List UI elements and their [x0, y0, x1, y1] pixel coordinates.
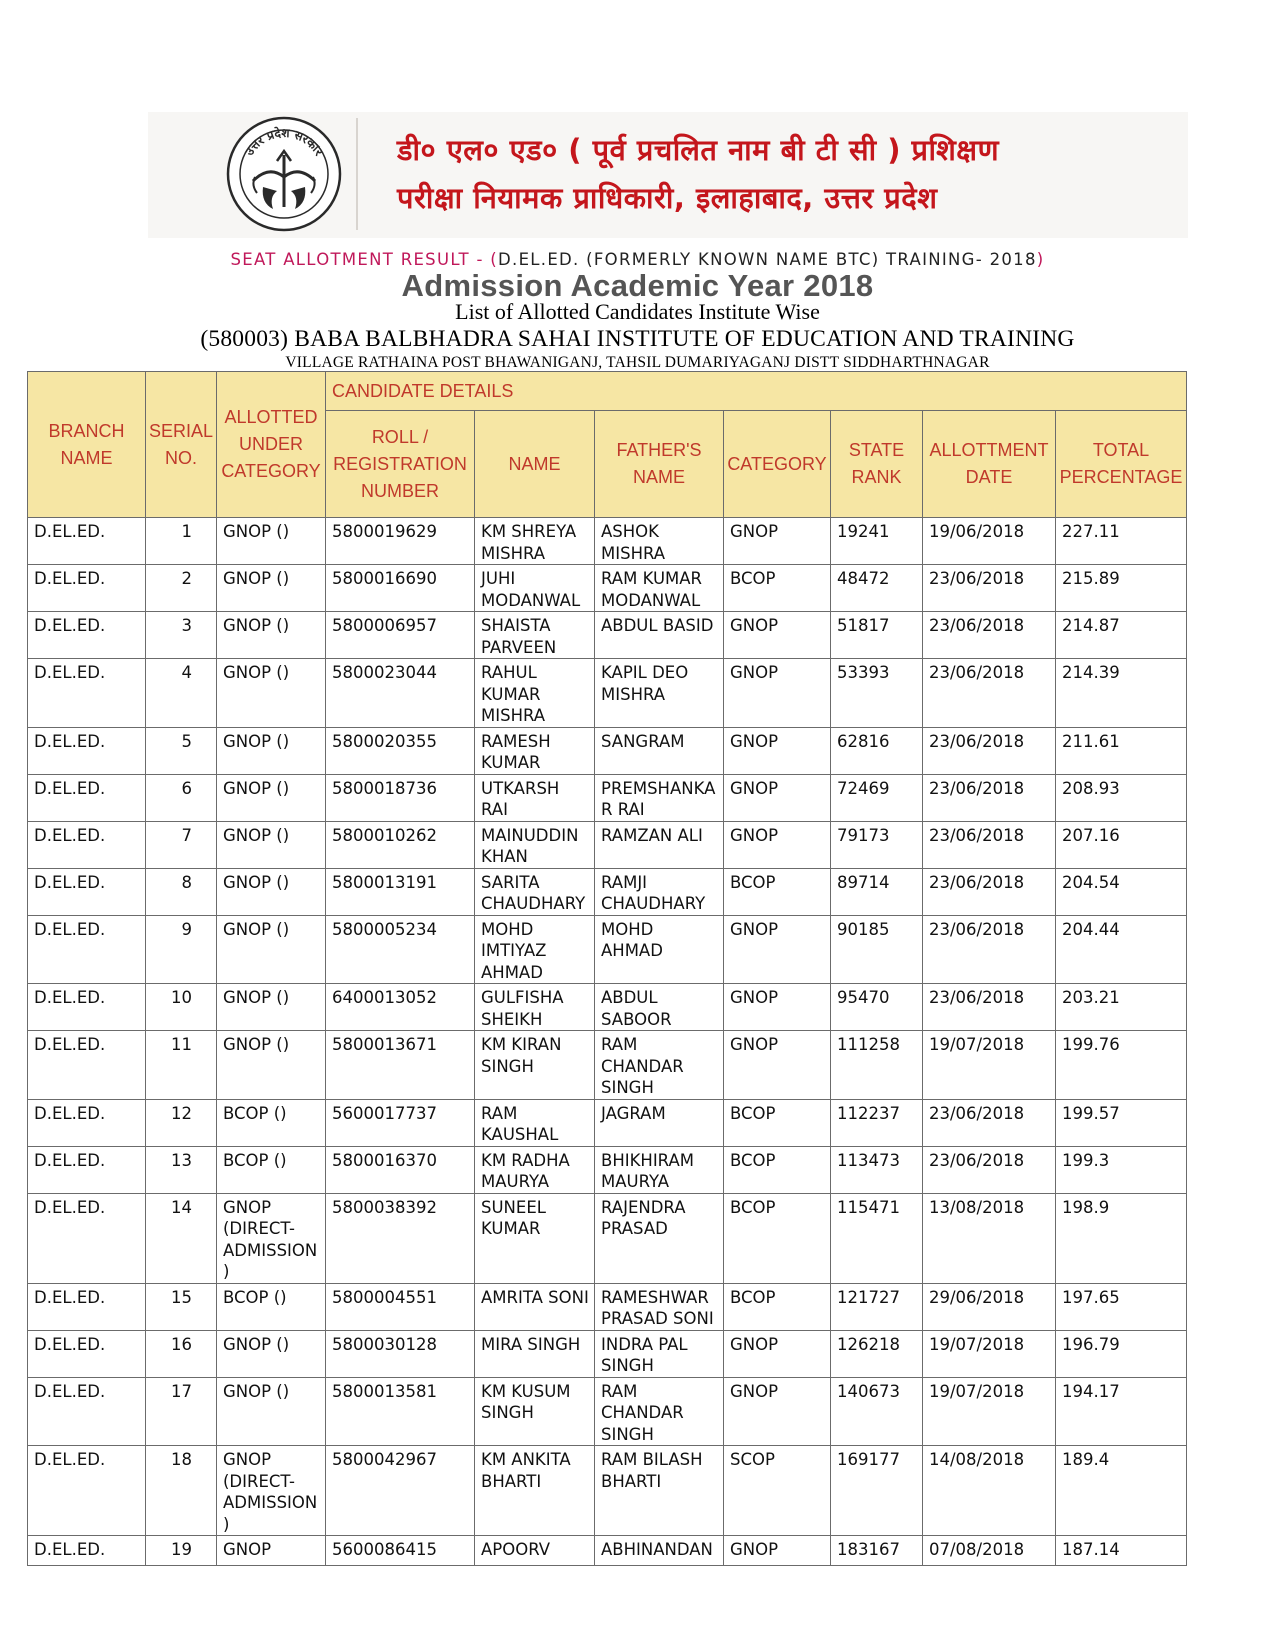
cell-serial: 18 [146, 1446, 217, 1536]
cell-date: 23/06/2018 [923, 565, 1056, 612]
cell-name: KM KUSUM SINGH [475, 1377, 595, 1446]
header-branch-name: BRANCH NAME [28, 372, 146, 518]
cell-allotted: GNOP () [217, 868, 326, 915]
cell-father: RAMESHWAR PRASAD SONI [595, 1283, 724, 1330]
cell-father: RAM BILASH BHARTI [595, 1446, 724, 1536]
cell-allotted: BCOP () [217, 1099, 326, 1146]
cell-serial: 1 [146, 518, 217, 565]
cell-allotted: GNOP () [217, 984, 326, 1031]
cell-total: 211.61 [1056, 727, 1187, 774]
cell-rank: 53393 [831, 659, 923, 728]
header-allotted-under-category: ALLOTTED UNDER CATEGORY [217, 372, 326, 518]
cell-total: 203.21 [1056, 984, 1187, 1031]
cell-roll: 5800013671 [326, 1031, 475, 1100]
cell-branch: D.EL.ED. [28, 1193, 146, 1283]
cell-roll: 5800016690 [326, 565, 475, 612]
cell-total: 199.3 [1056, 1146, 1187, 1193]
seat-title-suffix: ) [1036, 250, 1045, 269]
cell-date: 29/06/2018 [923, 1283, 1056, 1330]
header-total-percentage: TOTAL PERCENTAGE [1056, 411, 1187, 518]
header-fathers-name: FATHER'S NAME [595, 411, 724, 518]
cell-category: GNOP [724, 1536, 831, 1566]
header-roll-registration: ROLL / REGISTRATION NUMBER [326, 411, 475, 518]
cell-date: 19/07/2018 [923, 1031, 1056, 1100]
banner-hindi-title-line-2: परीक्षा नियामक प्राधिकारी, इलाहाबाद, उत्तर प्रदेश [397, 181, 938, 215]
cell-date: 23/06/2018 [923, 984, 1056, 1031]
cell-serial: 15 [146, 1283, 217, 1330]
cell-date: 23/06/2018 [923, 915, 1056, 984]
cell-name: MIRA SINGH [475, 1330, 595, 1377]
cell-total: 204.54 [1056, 868, 1187, 915]
cell-category: GNOP [724, 915, 831, 984]
cell-category: SCOP [724, 1446, 831, 1536]
cell-father: ABDUL BASID [595, 612, 724, 659]
cell-category: GNOP [724, 1031, 831, 1100]
cell-category: GNOP [724, 518, 831, 565]
table-row [28, 1330, 1187, 1377]
cell-roll: 5800016370 [326, 1146, 475, 1193]
cell-category: BCOP [724, 1146, 831, 1193]
cell-total: 214.39 [1056, 659, 1187, 728]
cell-serial: 12 [146, 1099, 217, 1146]
cell-rank: 113473 [831, 1146, 923, 1193]
cell-father: RAMZAN ALI [595, 821, 724, 868]
cell-date: 23/06/2018 [923, 612, 1056, 659]
cell-total: 187.14 [1056, 1536, 1187, 1566]
cell-allotted: GNOP () [217, 1031, 326, 1100]
table-row [28, 612, 1187, 659]
cell-father: MOHD AHMAD [595, 915, 724, 984]
header-serial-no: SERIAL NO. [146, 372, 217, 518]
cell-branch: D.EL.ED. [28, 821, 146, 868]
cell-roll: 5800005234 [326, 915, 475, 984]
cell-category: BCOP [724, 868, 831, 915]
cell-branch: D.EL.ED. [28, 1536, 146, 1566]
cell-father: PREMSHANKAR RAI [595, 774, 724, 821]
header-candidate-details: CANDIDATE DETAILS [326, 372, 1187, 411]
cell-total: 207.16 [1056, 821, 1187, 868]
cell-date: 14/08/2018 [923, 1446, 1056, 1536]
cell-name: SHAISTA PARVEEN [475, 612, 595, 659]
banner-divider [356, 118, 358, 230]
cell-father: INDRA PAL SINGH [595, 1330, 724, 1377]
cell-name: RAMESH KUMAR [475, 727, 595, 774]
cell-rank: 95470 [831, 984, 923, 1031]
cell-serial: 4 [146, 659, 217, 728]
cell-name: JUHI MODANWAL [475, 565, 595, 612]
cell-allotted: GNOP () [217, 518, 326, 565]
cell-roll: 5600086415 [326, 1536, 475, 1566]
cell-date: 23/06/2018 [923, 821, 1056, 868]
cell-total: 198.9 [1056, 1193, 1187, 1283]
cell-allotted: GNOP () [217, 774, 326, 821]
cell-branch: D.EL.ED. [28, 1099, 146, 1146]
cell-father: SANGRAM [595, 727, 724, 774]
banner-hindi-title-line-1: डी० एल० एड० ( पूर्व प्रचलित नाम बी टी सी ) प्रशिक्षण [397, 133, 1000, 167]
cell-serial: 3 [146, 612, 217, 659]
cell-father: RAM CHANDAR SINGH [595, 1377, 724, 1446]
cell-branch: D.EL.ED. [28, 1031, 146, 1100]
cell-allotted: GNOP () [217, 612, 326, 659]
cell-name: GULFISHA SHEIKH [475, 984, 595, 1031]
cell-allotted: GNOP () [217, 1330, 326, 1377]
cell-date: 13/08/2018 [923, 1193, 1056, 1283]
cell-allotted: GNOP () [217, 565, 326, 612]
cell-total: 199.57 [1056, 1099, 1187, 1146]
cell-branch: D.EL.ED. [28, 727, 146, 774]
cell-allotted: GNOP (DIRECT-ADMISSION) [217, 1193, 326, 1283]
cell-total: 227.11 [1056, 518, 1187, 565]
cell-rank: 183167 [831, 1536, 923, 1566]
cell-father: ABHINANDAN [595, 1536, 724, 1566]
cell-serial: 5 [146, 727, 217, 774]
cell-category: BCOP [724, 1193, 831, 1283]
cell-branch: D.EL.ED. [28, 1330, 146, 1377]
institute-name: (580003) BABA BALBHADRA SAHAI INSTITUTE OF EDUCATION AND TRAINING [200, 326, 1075, 352]
cell-name: RAM KAUSHAL [475, 1099, 595, 1146]
cell-name: AMRITA SONI [475, 1283, 595, 1330]
cell-father: BHIKHIRAM MAURYA [595, 1146, 724, 1193]
table-row [28, 821, 1187, 868]
cell-branch: D.EL.ED. [28, 1283, 146, 1330]
cell-date: 23/06/2018 [923, 1099, 1056, 1146]
cell-serial: 17 [146, 1377, 217, 1446]
cell-roll: 5800004551 [326, 1283, 475, 1330]
cell-rank: 62816 [831, 727, 923, 774]
allotment-table [27, 371, 1187, 1566]
cell-branch: D.EL.ED. [28, 774, 146, 821]
cell-serial: 8 [146, 868, 217, 915]
cell-rank: 115471 [831, 1193, 923, 1283]
cell-name: KM KIRAN SINGH [475, 1031, 595, 1100]
cell-roll: 5800023044 [326, 659, 475, 728]
cell-allotted: GNOP [217, 1536, 326, 1566]
table-row [28, 1099, 1187, 1146]
cell-roll: 5800019629 [326, 518, 475, 565]
table-row [28, 915, 1187, 984]
cell-total: 196.79 [1056, 1330, 1187, 1377]
cell-father: RAJENDRA PRASAD [595, 1193, 724, 1283]
cell-allotted: GNOP () [217, 915, 326, 984]
cell-branch: D.EL.ED. [28, 659, 146, 728]
cell-father: JAGRAM [595, 1099, 724, 1146]
header-name: NAME [475, 411, 595, 518]
cell-serial: 16 [146, 1330, 217, 1377]
cell-total: 197.65 [1056, 1283, 1187, 1330]
cell-branch: D.EL.ED. [28, 1446, 146, 1536]
seal-text: उत्तर प्रदेश सरकार [242, 125, 327, 159]
header-allotment-date: ALLOTTMENT DATE [923, 411, 1056, 518]
cell-serial: 19 [146, 1536, 217, 1566]
cell-category: BCOP [724, 1283, 831, 1330]
cell-serial: 13 [146, 1146, 217, 1193]
cell-rank: 19241 [831, 518, 923, 565]
cell-category: GNOP [724, 727, 831, 774]
cell-roll: 5800013581 [326, 1377, 475, 1446]
cell-rank: 51817 [831, 612, 923, 659]
cell-branch: D.EL.ED. [28, 565, 146, 612]
cell-roll: 5800013191 [326, 868, 475, 915]
up-government-seal-icon [225, 115, 343, 233]
cell-total: 194.17 [1056, 1377, 1187, 1446]
cell-date: 23/06/2018 [923, 1146, 1056, 1193]
cell-category: BCOP [724, 1099, 831, 1146]
cell-serial: 7 [146, 821, 217, 868]
table-row [28, 1536, 1187, 1566]
cell-date: 07/08/2018 [923, 1536, 1056, 1566]
cell-allotted: BCOP () [217, 1146, 326, 1193]
cell-name: KM ANKITA BHARTI [475, 1446, 595, 1536]
header-state-rank: STATE RANK [831, 411, 923, 518]
cell-serial: 2 [146, 565, 217, 612]
cell-serial: 6 [146, 774, 217, 821]
cell-father: RAMJI CHAUDHARY [595, 868, 724, 915]
cell-name: KM RADHA MAURYA [475, 1146, 595, 1193]
table-row [28, 727, 1187, 774]
cell-serial: 11 [146, 1031, 217, 1100]
cell-roll: 5600017737 [326, 1099, 475, 1146]
cell-rank: 111258 [831, 1031, 923, 1100]
cell-roll: 5800030128 [326, 1330, 475, 1377]
cell-branch: D.EL.ED. [28, 518, 146, 565]
table-row [28, 1146, 1187, 1193]
cell-father: RAM CHANDAR SINGH [595, 1031, 724, 1100]
cell-father: RAM KUMAR MODANWAL [595, 565, 724, 612]
cell-father: ASHOK MISHRA [595, 518, 724, 565]
cell-name: SUNEEL KUMAR [475, 1193, 595, 1283]
cell-allotted: GNOP () [217, 727, 326, 774]
cell-date: 19/06/2018 [923, 518, 1056, 565]
cell-branch: D.EL.ED. [28, 1377, 146, 1446]
cell-rank: 48472 [831, 565, 923, 612]
cell-category: GNOP [724, 774, 831, 821]
cell-rank: 112237 [831, 1099, 923, 1146]
table-row [28, 518, 1187, 565]
cell-branch: D.EL.ED. [28, 612, 146, 659]
cell-branch: D.EL.ED. [28, 1146, 146, 1193]
cell-category: GNOP [724, 1377, 831, 1446]
cell-roll: 6400013052 [326, 984, 475, 1031]
cell-date: 23/06/2018 [923, 868, 1056, 915]
cell-name: RAHUL KUMAR MISHRA [475, 659, 595, 728]
cell-rank: 169177 [831, 1446, 923, 1536]
cell-name: UTKARSH RAI [475, 774, 595, 821]
cell-serial: 10 [146, 984, 217, 1031]
cell-date: 23/06/2018 [923, 727, 1056, 774]
list-title: List of Allotted Candidates Institute Wise [455, 299, 820, 324]
cell-total: 214.87 [1056, 612, 1187, 659]
table-row [28, 1031, 1187, 1100]
cell-total: 189.4 [1056, 1446, 1187, 1536]
cell-father: KAPIL DEO MISHRA [595, 659, 724, 728]
cell-father: ABDUL SABOOR [595, 984, 724, 1031]
table-row [28, 984, 1187, 1031]
table-row [28, 1193, 1187, 1283]
table-row [28, 659, 1187, 728]
cell-total: 204.44 [1056, 915, 1187, 984]
cell-category: GNOP [724, 821, 831, 868]
seat-title-prefix: SEAT ALLOTMENT RESULT - ( [230, 250, 499, 269]
cell-roll: 5800042967 [326, 1446, 475, 1536]
cell-date: 23/06/2018 [923, 774, 1056, 821]
cell-name: MOHD IMTIYAZ AHMAD [475, 915, 595, 984]
cell-roll: 5800006957 [326, 612, 475, 659]
institute-address: VILLAGE RATHAINA POST BHAWANIGANJ, TAHSIL DUMARIYAGANJ DISTT SIDDHARTHNAGAR [285, 354, 990, 371]
cell-rank: 89714 [831, 868, 923, 915]
cell-date: 19/07/2018 [923, 1330, 1056, 1377]
cell-category: GNOP [724, 659, 831, 728]
header-category: CATEGORY [724, 411, 831, 518]
cell-rank: 126218 [831, 1330, 923, 1377]
cell-allotted: GNOP (DIRECT-ADMISSION) [217, 1446, 326, 1536]
cell-serial: 9 [146, 915, 217, 984]
cell-rank: 121727 [831, 1283, 923, 1330]
admission-year-title: Admission Academic Year 2018 [401, 268, 874, 303]
cell-name: SARITA CHAUDHARY [475, 868, 595, 915]
cell-total: 208.93 [1056, 774, 1187, 821]
table-row [28, 1283, 1187, 1330]
cell-roll: 5800018736 [326, 774, 475, 821]
cell-allotted: GNOP () [217, 821, 326, 868]
cell-date: 19/07/2018 [923, 1377, 1056, 1446]
cell-name: APOORV [475, 1536, 595, 1566]
cell-rank: 79173 [831, 821, 923, 868]
seat-allotment-title [0, 250, 1275, 269]
cell-allotted: GNOP () [217, 1377, 326, 1446]
cell-branch: D.EL.ED. [28, 915, 146, 984]
cell-name: KM SHREYA MISHRA [475, 518, 595, 565]
table-row [28, 565, 1187, 612]
cell-total: 199.76 [1056, 1031, 1187, 1100]
cell-serial: 14 [146, 1193, 217, 1283]
cell-name: MAINUDDIN KHAN [475, 821, 595, 868]
cell-allotted: GNOP () [217, 659, 326, 728]
cell-roll: 5800010262 [326, 821, 475, 868]
cell-branch: D.EL.ED. [28, 868, 146, 915]
cell-total: 215.89 [1056, 565, 1187, 612]
cell-date: 23/06/2018 [923, 659, 1056, 728]
cell-allotted: BCOP () [217, 1283, 326, 1330]
cell-category: BCOP [724, 565, 831, 612]
cell-branch: D.EL.ED. [28, 984, 146, 1031]
cell-category: GNOP [724, 984, 831, 1031]
seat-title-main: D.EL.ED. (FORMERLY KNOWN NAME BTC) TRAINING- 2018 [498, 250, 1037, 269]
cell-rank: 140673 [831, 1377, 923, 1446]
table-row [28, 1377, 1187, 1446]
cell-category: GNOP [724, 1330, 831, 1377]
cell-roll: 5800020355 [326, 727, 475, 774]
cell-roll: 5800038392 [326, 1193, 475, 1283]
table-row [28, 774, 1187, 821]
cell-category: GNOP [724, 612, 831, 659]
cell-rank: 90185 [831, 915, 923, 984]
table-row [28, 868, 1187, 915]
table-row [28, 1446, 1187, 1536]
cell-rank: 72469 [831, 774, 923, 821]
